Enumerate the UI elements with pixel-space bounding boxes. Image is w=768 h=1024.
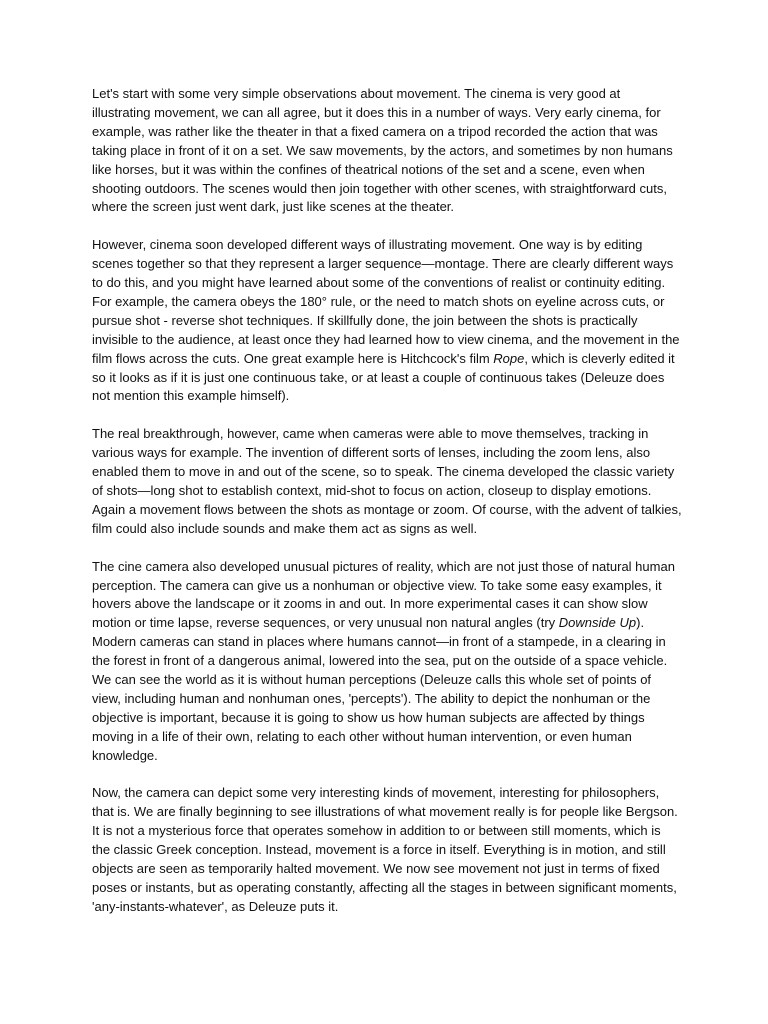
- paragraph-2-text-a: However, cinema soon developed different ways of illustrating movement. One way is by editing scenes together so that they represent a larger sequence—montage. There are clearly different ways to do this, and you might have learned about some of the conventions of realist or continuity editing. For example, the camera obeys the 180° rule, or the need to match shots on eyeline across cuts, or pursue shot - reverse shot techniques. If skillfully done, the join between the shots is practically invisible to the audience, at least once they had learned how to view cinema, and the movement in the film flows across the cuts. One great example here is Hitchcock's film: [92, 237, 680, 366]
- paragraph-4: [92, 558, 682, 766]
- paragraph-5: [92, 784, 682, 916]
- paragraph-2-text-b: , which is cleverly edited it so it looks as if it is just one continuous take, or at least a couple of continuous takes (Deleuze does not mention this example himself).: [92, 350, 675, 404]
- film-title-downside-up: Downside Up: [558, 615, 637, 631]
- paragraph-5-text: Now, the camera can depict some very interesting kinds of movement, interesting for philosophers, that is. We are finally beginning to see illustrations of what movement really is for people like Bergson. It is not a mysterious force that operates somehow in addition to or between still moments, which is the classic Greek conception. Instead, movement is a force in itself. Everything is in motion, and still objects are seen as temporarily halted movement. We now see movement not just in terms of fixed poses or instants, but as operating constantly, affecting all the stages in between significant moments, 'any-instants-whatever', as Deleuze puts it.: [92, 785, 678, 914]
- paragraph-4-text-b: ). Modern cameras can stand in places where humans cannot—in front of a stampede, in a clearing in the forest in front of a dangerous animal, lowered into the sea, put on the outside of a space vehicle. We can see the world as it is without human perceptions (Deleuze calls this whole set of points of view, including human and nonhuman ones, 'percepts'). The ability to depict the nonhuman or the objective is important, because it is going to show us how human subjects are affected by things moving in a life of their own, relating to each other without human intervention, or even human knowledge.: [92, 615, 668, 763]
- paragraph-3-text: The real breakthrough, however, came when cameras were able to move themselves, tracking in various ways for example. The invention of different sorts of lenses, including the zoom lens, also enabled them to move in and out of the scene, so to speak. The cinema developed the classic variety of shots—long shot to establish context, mid-shot to focus on action, closeup to display emotions. Again a movement flows between the shots as montage or zoom. Of course, with the advent of talkies, film could also include sounds and make them act as signs as well.: [92, 426, 682, 536]
- document-page: [92, 85, 682, 936]
- paragraph-1: [92, 85, 682, 217]
- paragraph-3: [92, 425, 682, 538]
- paragraph-4-text-a: The cine camera also developed unusual pictures of reality, which are not just those of natural human perception. The camera can give us a nonhuman or objective view. To take some easy examples, it hovers above the landscape or it zooms in and out. In more experimental cases it can show slow motion or time lapse, reverse sequences, or very unusual non natural angles (try: [92, 558, 675, 631]
- paragraph-2: [92, 236, 682, 406]
- film-title-rope: Rope: [493, 350, 525, 366]
- paragraph-1-text: Let's start with some very simple observations about movement. The cinema is very good at illustrating movement, we can all agree, but it does this in a number of ways. Very early cinema, for example, was rather like the theater in that a fixed camera on a tripod recorded the action that was taking place in front of it on a set. We saw movements, by the actors, and sometimes by non humans like horses, but it was within the confines of theatrical notions of the set and a scene, even when shooting outdoors. The scenes would then join together with other scenes, with straightforward cuts, where the screen just went dark, just like scenes at the theater.: [92, 86, 673, 215]
